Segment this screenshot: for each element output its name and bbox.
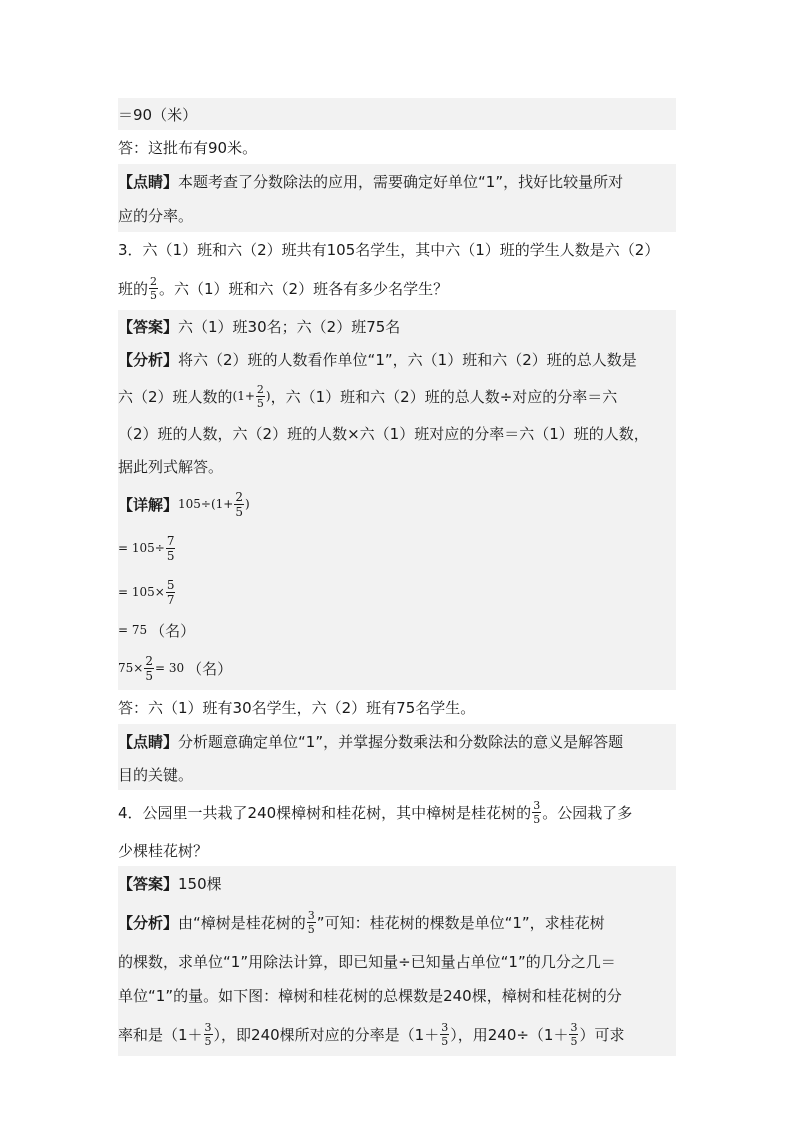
question-3-text: 3．六（1）班和六（2）班共有105名学生，其中六（1）班的学生人数是六（2） xyxy=(118,240,660,259)
tip-block: 【点睛】 本题考查了分数除法的应用，需要确定好单位“1”，找好比较量所对 应的分率。 xyxy=(118,164,676,232)
analysis-3: 【分析】 将六（2）班的人数看作单位“1”，六（1）班和六（2）班的总人数是 xyxy=(118,350,637,369)
fraction-two-fifths: $\frac{2}{5}$ xyxy=(150,274,158,302)
document-page xyxy=(118,96,676,1056)
detail-step: = 105× $\frac{5}{7}$ xyxy=(118,577,175,607)
answer-line: 答：这批布有90米。 xyxy=(118,138,258,157)
detail-step: 75× $\frac{2}{5}$ = 30 （名） xyxy=(118,653,233,683)
question-3: 3．六（1）班和六（2）班共有105名学生，其中六（1）班的学生人数是六（2） 班的 $\frac{2}{5}$ 。六（1）班和六（2）班各有多少名学生？ xyxy=(118,232,676,310)
tip-3-block: 【点睛】 分析题意确定单位“1”，并掌握分数乘法和分数除法的意义是解答题 目的关键。 xyxy=(118,724,676,790)
detail-3: 【详解】 105÷(1+ $\frac{2}{5}$ ) xyxy=(118,489,250,519)
answer-4: 【答案】 150棵 xyxy=(118,874,222,893)
detail-step: = 105÷ $\frac{7}{5}$ xyxy=(118,533,175,563)
answer-3-final: 答：六（1）班有30名学生，六（2）班有75名学生。 xyxy=(118,698,476,717)
question-4-text: 4．公园里一共栽了240棵樟树和桂花树，其中樟树是桂花树的 $\frac{3}{5}$ 。公园栽了多 xyxy=(118,798,633,826)
analysis-4: 【分析】 由“樟树是桂花树的 $\frac{3}{5}$ ”可知：桂花树的棵数是单位“1”，求桂花树 xyxy=(118,908,605,936)
solution-4-block: 【答案】 150棵 【分析】 由“樟树是桂花树的 $\frac{3}{5}$ ”可知：桂花树的棵数是单位“1”，求桂花树 的棵数，求单位“1”用除法计算，即已知量÷已知量占单位“1”的几分之几＝ 单位“1”的量。如下图：樟树和桂花树的总棵数是240棵，樟树和桂花树的分 率和是（1＋ $\frac{3}{5}$ ），即240棵所对应的分率是（1＋ $\frac{3}{5}$ ），用240÷（1＋ $\frac{3}{5}$ ）可求 xyxy=(118,866,676,1056)
answer-3: 【答案】 六（1）班30名；六（2）班75名 xyxy=(118,317,401,336)
tip-tag: 【点睛】 xyxy=(118,172,179,191)
detail-step: = 75 （名） xyxy=(118,621,196,640)
calc-result-line: ＝90（米） xyxy=(118,98,676,130)
solution-3-block: 【答案】 六（1）班30名；六（2）班75名 【分析】 将六（2）班的人数看作单位“1”，六（1）班和六（2）班的总人数是 六（2）班人数的 (1+ $\frac{2}{5}$ ) ，六（1）班和六（2）班的总人数÷对应的分率＝六 （2）班的人数，六（2）班的人数×六（1）班对应的分率＝六（1）班的人数， 据此列式解答。 【详解】 105÷(1+ $\frac{2}{5}$ ) = 105÷ $\frac{7}{5}$ = 105× $\frac{5}{7}$ = 75 （名） 75× $\frac{2}{5}$ = 30 （名） xyxy=(118,310,676,690)
question-4: 4．公园里一共栽了240棵樟树和桂花树，其中樟树是桂花树的 $\frac{3}{5}$ 。公园栽了多 少棵桂花树？ xyxy=(118,790,676,866)
fraction-two-fifths: $\frac{2}{5}$ xyxy=(256,382,264,410)
